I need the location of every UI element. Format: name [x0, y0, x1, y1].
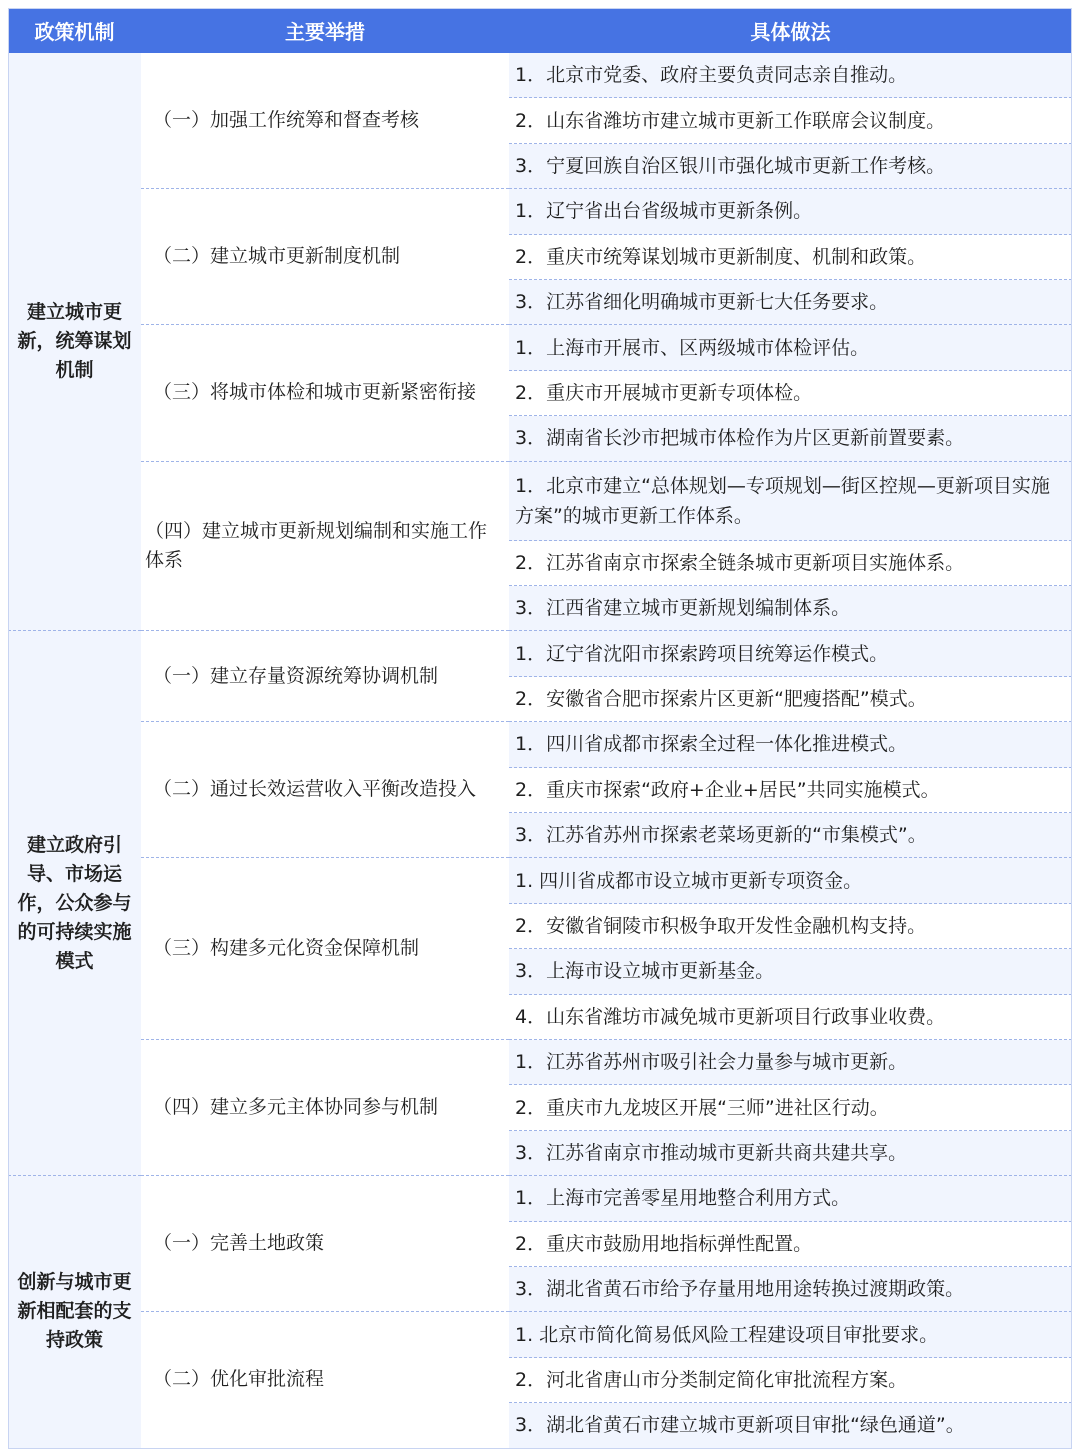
measure-cell: （一）建立存量资源统筹协调机制 [141, 631, 509, 722]
measure-cell: （三）构建多元化资金保障机制 [141, 858, 509, 1040]
practice-item: 2．重庆市九龙坡区开展“三师”进社区行动。 [509, 1085, 1072, 1130]
practice-item: 2．江苏省南京市探索全链条城市更新项目实施体系。 [509, 541, 1072, 586]
practice-item: 3．上海市设立城市更新基金。 [509, 949, 1072, 994]
practice-item: 3．江苏省南京市推动城市更新共商共建共享。 [509, 1131, 1072, 1176]
practice-item: 3．湖北省黄石市建立城市更新项目审批“绿色通道”。 [509, 1403, 1072, 1448]
header-measure: 主要举措 [141, 8, 509, 53]
practice-item: 3．湖南省长沙市把城市体检作为片区更新前置要素。 [509, 416, 1072, 461]
practice-item: 1．北京市建立“总体规划—专项规划—街区控规—更新项目实施方案”的城市更新工作体系。 [509, 462, 1072, 541]
practice-item: 2．安徽省合肥市探索片区更新“肥瘦搭配”模式。 [509, 677, 1072, 722]
practice-item: 3．江苏省细化明确城市更新七大任务要求。 [509, 280, 1072, 325]
practice-item: 1．江苏省苏州市吸引社会力量参与城市更新。 [509, 1040, 1072, 1085]
policy-table [8, 8, 1072, 1449]
practice-item: 3．宁夏回族自治区银川市强化城市更新工作考核。 [509, 144, 1072, 189]
measure-cell: （三）将城市体检和城市更新紧密衔接 [141, 325, 509, 461]
header-mechanism: 政策机制 [8, 8, 141, 53]
measure-cell: （二）建立城市更新制度机制 [141, 189, 509, 325]
practice-item: 3．湖北省黄石市给予存量用地用途转换过渡期政策。 [509, 1267, 1072, 1312]
measure-cell: （四）建立城市更新规划编制和实施工作体系 [141, 462, 509, 632]
practice-item: 1. 北京市简化简易低风险工程建设项目审批要求。 [509, 1312, 1072, 1357]
practice-item: 2．安徽省铜陵市积极争取开发性金融机构支持。 [509, 904, 1072, 949]
practice-item: 2．重庆市统筹谋划城市更新制度、机制和政策。 [509, 235, 1072, 280]
practice-item: 2．重庆市鼓励用地指标弹性配置。 [509, 1222, 1072, 1267]
practice-item: 1．北京市党委、政府主要负责同志亲自推动。 [509, 53, 1072, 98]
measure-cell: （一）完善土地政策 [141, 1176, 509, 1312]
practice-item: 1．辽宁省沈阳市探索跨项目统筹运作模式。 [509, 631, 1072, 676]
practice-item: 1．上海市完善零星用地整合利用方式。 [509, 1176, 1072, 1221]
measure-cell: （二）优化审批流程 [141, 1312, 509, 1448]
practice-item: 3．江苏省苏州市探索老菜场更新的“市集模式”。 [509, 813, 1072, 858]
mechanism-cell: 建立政府引导、市场运作，公众参与的可持续实施模式 [8, 631, 141, 1176]
practice-item: 2．河北省唐山市分类制定简化审批流程方案。 [509, 1358, 1072, 1403]
header-practice: 具体做法 [509, 8, 1072, 53]
practice-item: 1．上海市开展市、区两级城市体检评估。 [509, 325, 1072, 370]
practice-item: 1．辽宁省出台省级城市更新条例。 [509, 189, 1072, 234]
practice-item: 1．四川省成都市探索全过程一体化推进模式。 [509, 722, 1072, 767]
measure-cell: （四）建立多元主体协同参与机制 [141, 1040, 509, 1176]
measure-cell: （一）加强工作统筹和督查考核 [141, 53, 509, 189]
practice-item: 2．山东省潍坊市建立城市更新工作联席会议制度。 [509, 98, 1072, 143]
mechanism-cell: 建立城市更新，统筹谋划机制 [8, 53, 141, 631]
practice-item: 1. 四川省成都市设立城市更新专项资金。 [509, 858, 1072, 903]
practice-item: 3．江西省建立城市更新规划编制体系。 [509, 586, 1072, 631]
practice-item: 2．重庆市探索“政府+企业+居民”共同实施模式。 [509, 768, 1072, 813]
measure-cell: （二）通过长效运营收入平衡改造投入 [141, 722, 509, 858]
practice-item: 2．重庆市开展城市更新专项体检。 [509, 371, 1072, 416]
mechanism-cell: 创新与城市更新相配套的支持政策 [8, 1176, 141, 1448]
practice-item: 4．山东省潍坊市减免城市更新项目行政事业收费。 [509, 995, 1072, 1040]
